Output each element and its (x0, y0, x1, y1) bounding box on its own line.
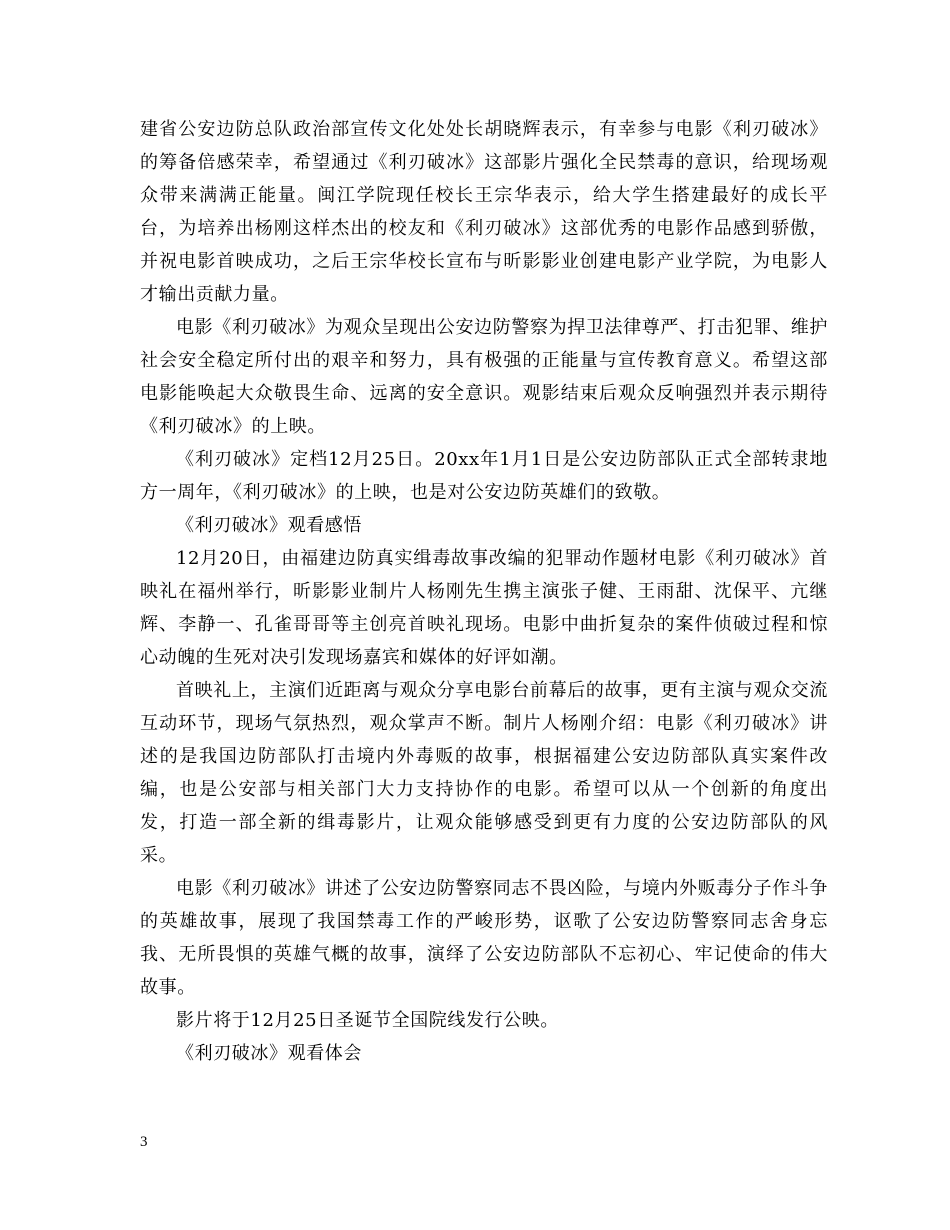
section-heading: 《利刃破冰》观看体会 (176, 1043, 362, 1064)
paragraph: 《利刃破冰》定档12月25日。20xx年1月1日是公安边防部队正式全部转隶地方一周年，《利刃破冰》的上映，也是对公安边防英雄们的致敬。 (140, 449, 828, 503)
paragraph: 12月20日，由福建边防真实缉毒故事改编的犯罪动作题材电影《利刃破冰》首映礼在福州举行，昕影影业制片人杨刚先生携主演张子健、王雨甜、沈保平、亢继辉、李静一、孔雀哥哥等主创亮首映礼现场。电影中曲折复杂的案件侦破过程和惊心动魄的生死对决引发现场嘉宾和媒体的好评如潮。 (140, 548, 828, 668)
paragraph: 首映礼上，主演们近距离与观众分享电影台前幕后的故事，更有主演与观众交流互动环节，现场气氛热烈，观众掌声不断。制片人杨刚介绍：电影《利刃破冰》讲述的是我国边防部队打击境内外毒贩的故事，根据福建公安边防部队真实案件改编，也是公安部与相关部门大力支持协作的电影。希望可以从一个创新的角度出发，打造一部全新的缉毒影片，让观众能够感受到更有力度的公安边防部队的风采。 (140, 680, 828, 866)
paragraph-continuation: 建省公安边防总队政治部宣传文化处处长胡晓辉表示，有幸参与电影《利刃破冰》的筹备倍感荣幸，希望通过《利刃破冰》这部影片强化全民禁毒的意识，给现场观众带来满满正能量。闽江学院现任校长王宗华表示，给大学生搭建最好的成长平台，为培养出杨刚这样杰出的校友和《利刃破冰》这部优秀的电影作品感到骄傲，并祝电影首映成功，之后王宗华校长宣布与昕影影业创建电影产业学院，为电影人才输出贡献力量。 (140, 119, 828, 305)
section-heading: 《利刃破冰》观看感悟 (176, 515, 362, 536)
paragraph: 电影《利刃破冰》讲述了公安边防警察同志不畏凶险，与境内外贩毒分子作斗争的英雄故事，展现了我国禁毒工作的严峻形势，讴歌了公安边防警察同志舍身忘我、无所畏惧的英雄气概的故事，演绎了公安边防部队不忘初心、牢记使命的伟大故事。 (140, 878, 828, 998)
page-number: 3 (140, 1134, 148, 1150)
paragraph: 影片将于12月25日圣诞节全国院线发行公映。 (176, 1010, 560, 1031)
paragraph: 电影《利刃破冰》为观众呈现出公安边防警察为捍卫法律尊严、打击犯罪、维护社会安全稳定所付出的艰辛和努力，具有极强的正能量与宣传教育意义。希望这部电影能唤起大众敬畏生命、远离的安全意识。观影结束后观众反响强烈并表示期待《利刃破冰》的上映。 (140, 317, 828, 437)
document-body (140, 113, 828, 1070)
